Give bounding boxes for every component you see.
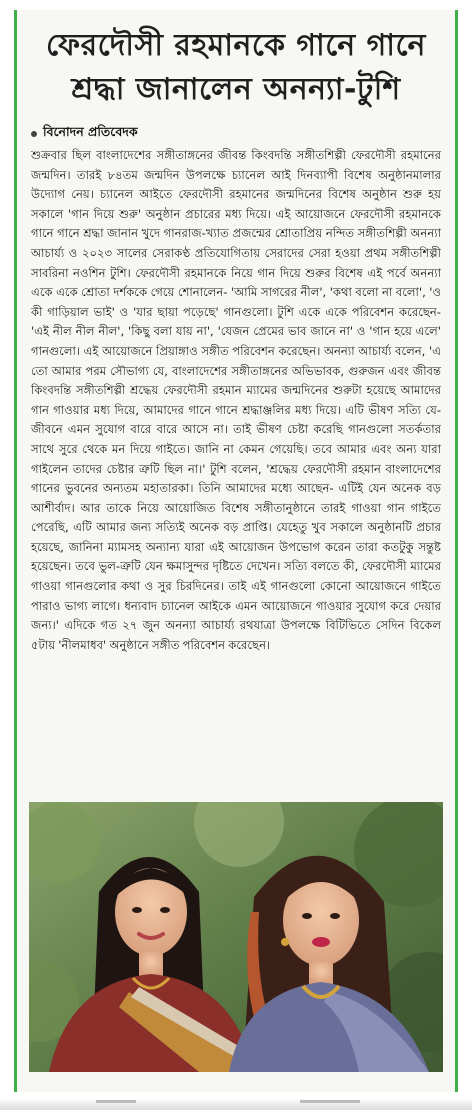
- headline: [27, 24, 445, 112]
- byline: [31, 124, 441, 144]
- next-clipping-edge: [0, 1098, 472, 1110]
- bullet-icon: [31, 131, 37, 137]
- headline-line-2: শ্রদ্ধা জানালেন অনন্যা-টুশি: [71, 72, 401, 107]
- news-clipping: [14, 10, 458, 1092]
- singers-photo: [29, 802, 443, 1072]
- byline-text: বিনোদন প্রতিবেদক: [43, 124, 138, 139]
- article-body: শুক্রবার ছিল বাংলাদেশের সঙ্গীতাঙ্গনের জীবন্ত কিংবদন্তি সঙ্গীতশিল্পী ফেরদৌসী রহমানের জন্মদিন। তারই ৮৪তম জন্মদিন উপলক্ষে চ্যানেল আই দিনব্যাপী বিশেষ অনুষ্ঠানমালার উদ্যোগ নেয়। চ্যানেল আইতে ফেরদৌসী রহমানের জন্মদিনের বিশেষ অনুষ্ঠান শুরু হয় সকালে 'গান দিয়ে শুরু' অনুষ্ঠান প্রচারের মধ্য দিয়ে। এই আয়োজনে ফেরদৌসী রহমানকে গানে গানে শ্রদ্ধা জানান খুদে গানরাজ-খ্যাত প্রজন্মের শ্রোতাপ্রিয় নন্দিত সঙ্গীতশিল্পী অনন্যা আচার্য্য ও ২০২৩ সালের সেরাকণ্ঠ প্রতিযোগিতায় সেরাদের সেরা হওয়া প্রথম সঙ্গীতশিল্পী সাবরিনা নওশিন টুশি। ফেরদৌসী রহমানকে নিয়ে গান দিয়ে শুরুর বিশেষ এই পর্বে অনন্যা একে একে শ্রোতা দর্শককে গেয়ে শোনালেন- 'আমি সাগরের নীল', 'কথা বলো না বলো', 'ও কী গাড়িয়াল ভাই' ও 'যার ছায়া পড়েছে' গানগুলো। টুশি একে একে পরিবেশন করেছেন- 'এই নীল নীল নীল', 'কিছু বলা যায় না', 'যেজন প্রেমের ভাব জানে না' ও 'গান হয়ে এলে' গানগুলো। এই আয়োজনে প্রিয়াঙ্গাও সঙ্গীত পরিবেশন করেছেন। অনন্যা আচার্য্য বলেন, 'এ তো আমার পরম সৌভাগ্য যে, বাংলাদেশের সঙ্গীতাঙ্গনের অভিভাবক, গুরুজন এবং জীবন্ত কিংবদন্তি সঙ্গীতশিল্পী শ্রদ্ধেয় ফেরদৌসী রহমান ম্যামের জন্মদিনের শুরুটা হয়েছে আমাদের গান গাওয়ার মধ্য দিয়ে, আমাদের গানে গানে শ্রদ্ধাঞ্জলির মধ্য দিয়ে। এটি ভীষণ সত্যি যে- জীবনে এমন সুযোগ বারে বারে আসে না। তাই ভীষণ চেষ্টা করেছি গানগুলো সতর্কতার সাথে সুরে থেকে মন দিয়ে গাইতে। জানি না কেমন গেয়েছি। তবে আমার এবং অন্য যারা গাইলেন তাদের চেষ্টার ত্রুটি ছিল না।' টুশি বলেন, 'শ্রদ্ধেয় ফেরদৌসী রহমান বাংলাদেশের গানের ভুবনের অন্যতম মহাতারকা। তিনি আমাদের মধ্যে আছেন- এটিই যেন অনেক বড় আশীর্বাদ। আর তাকে নিয়ে আয়োজিত বিশেষ সঙ্গীতানুষ্ঠানে তারই গাওয়া গান গাইতে পেরেছি, এটি আমার জন্য সত্যিই অনেক বড় প্রাপ্তি। যেহেতু খুব সকালে অনুষ্ঠানটি প্রচার হয়েছে, জানিনা ম্যামসহ অন্যান্য যারা এই আয়োজন উপভোগ করেন তারা কতটুকু সন্তুষ্ট হয়েছেন। তবে ভুল-ত্রুটি যেন ক্ষমাসুন্দর দৃষ্টিতে দেখেন। সত্যি বলতে কী, ফেরদৌসী ম্যামের গাওয়া গানগুলোর কথা ও সুর চিরদিনের। তাই এই গানগুলো কোনো আয়োজনে গাইতে পারাও ভাগ্য লাগে। ধন্যবাদ চ্যানেল আইকে এমন আয়োজনে গাওয়ার সুযোগ করে দেয়ার জন্য।' এদিকে গত ২৭ জুন অনন্যা আচার্য্য রথযাত্রা উপলক্ষে বিটিভিতে সেদিন বিকেল ৫টায় 'নীলমাধব' অনুষ্ঠানে সঙ্গীত পরিবেশন করেছেন।: [31, 148, 441, 652]
- photo-illustration: [29, 802, 443, 1072]
- headline-line-1: ফেরদৌসী রহমানকে গানে গানে: [46, 28, 426, 63]
